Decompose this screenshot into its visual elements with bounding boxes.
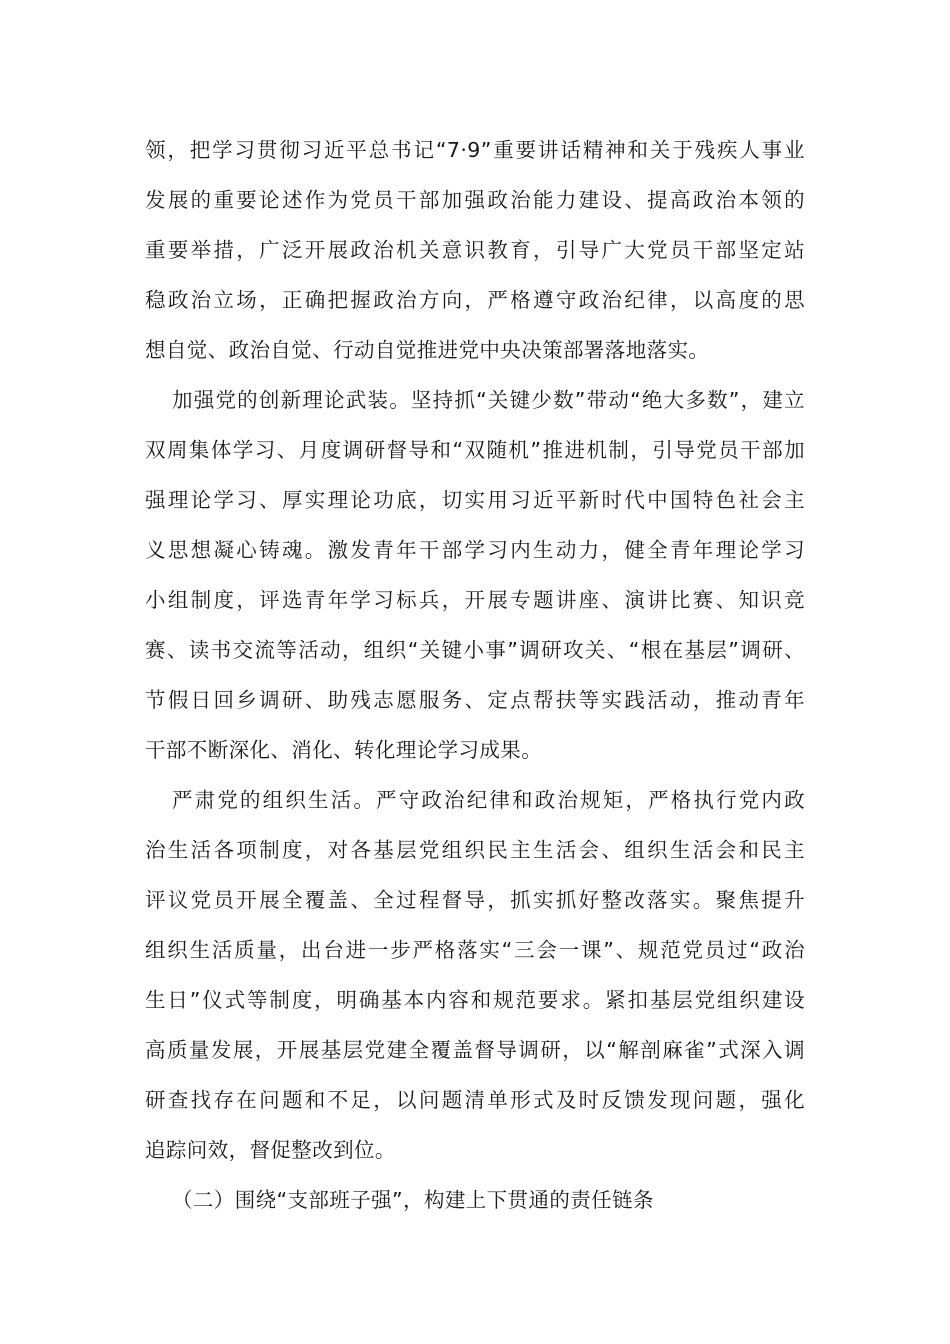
text-line: 小组制度，评选青年学习标兵，开展专题讲座、演讲比赛、知识竞 bbox=[145, 588, 805, 612]
text-line: 稳政治立场，正确把握政治方向，严格遵守政治纪律，以高度的思 bbox=[145, 288, 805, 312]
text-line: 领，把学习贯彻习近平总书记“7·9”重要讲话精神和关于残疾人事业 bbox=[145, 138, 805, 162]
section-heading: （二）围绕“支部班子强”，构建上下贯通的责任链条 bbox=[172, 1188, 654, 1212]
text-line: 强理论学习、厚实理论功底，切实用习近平新时代中国特色社会主 bbox=[145, 488, 805, 512]
text-line: 生日”仪式等制度，明确基本内容和规范要求。紧扣基层党组织建设 bbox=[145, 988, 805, 1012]
text-line: 节假日回乡调研、助残志愿服务、定点帮扶等实践活动，推动青年 bbox=[145, 688, 805, 712]
text-line: 研查找存在问题和不足，以问题清单形式及时反馈发现问题，强化 bbox=[145, 1088, 805, 1112]
text-line: 重要举措，广泛开展政治机关意识教育，引导广大党员干部坚定站 bbox=[145, 238, 805, 262]
text-line: 组织生活质量，出台进一步严格落实“三会一课”、规范党员过“政治 bbox=[145, 938, 805, 962]
text-line: 治生活各项制度，对各基层党组织民主生活会、组织生活会和民主 bbox=[145, 838, 805, 862]
text-line: 干部不断深化、消化、转化理论学习成果。 bbox=[145, 738, 543, 762]
text-line: 追踪问效，督促整改到位。 bbox=[145, 1138, 396, 1162]
text-line: 发展的重要论述作为党员干部加强政治能力建设、提高政治本领的 bbox=[145, 188, 805, 212]
text-line: 义思想凝心铸魂。激发青年干部学习内生动力，健全青年理论学习 bbox=[145, 538, 805, 562]
text-line: 想自觉、政治自觉、行动自觉推进党中央决策部署落地落实。 bbox=[145, 338, 710, 362]
text-line: 加强党的创新理论武装。坚持抓“关键少数”带动“绝大多数”，建立 bbox=[172, 388, 805, 412]
text-line: 高质量发展，开展基层党建全覆盖督导调研，以“解剖麻雀”式深入调 bbox=[145, 1038, 805, 1062]
text-line: 严肃党的组织生活。严守政治纪律和政治规矩，严格执行党内政 bbox=[172, 788, 805, 812]
text-line: 赛、读书交流等活动，组织“关键小事”调研攻关、“根在基层”调研、 bbox=[145, 638, 805, 662]
text-line: 评议党员开展全覆盖、全过程督导，抓实抓好整改落实。聚焦提升 bbox=[145, 888, 805, 912]
text-line: 双周集体学习、月度调研督导和“双随机”推进机制，引导党员干部加 bbox=[145, 438, 805, 462]
